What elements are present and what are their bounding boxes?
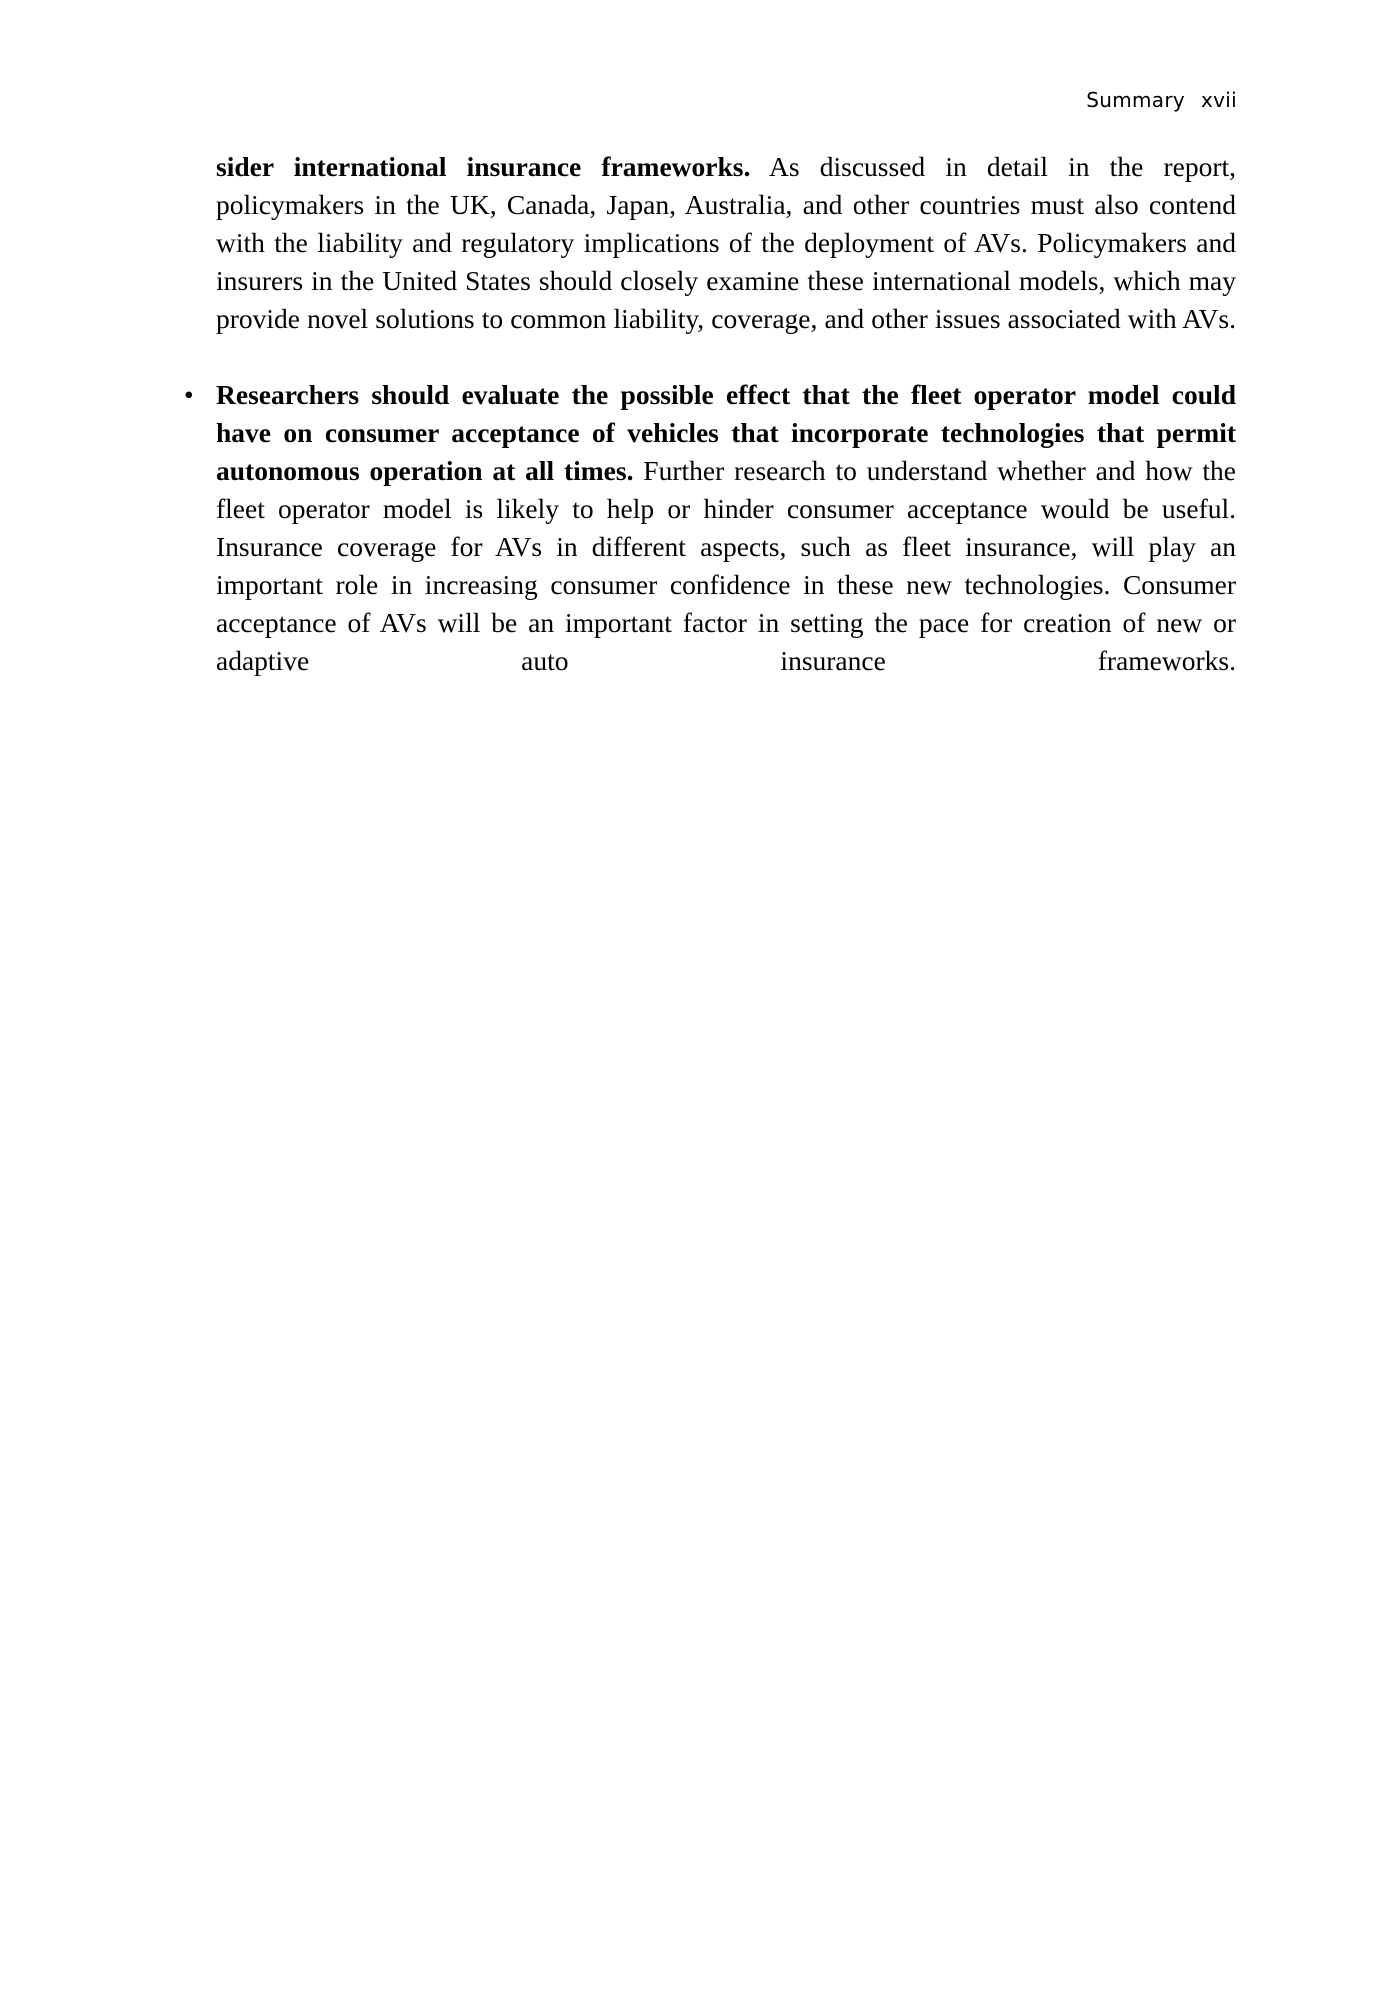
bullet-icon: • xyxy=(184,379,194,410)
paragraph-lead-bold: sider international insurance frameworks. xyxy=(216,151,751,182)
list-item-lead-bold: Researchers should evaluate the possible effect that the fleet operator model could have on consumer acceptance of vehicles that incorporate technologies that permit autonomous operation at all times. xyxy=(216,379,1236,486)
paragraph-continued xyxy=(216,148,1236,376)
paragraph-body: As discussed in detail in the report, policymakers in the UK, Canada, Japan, Australia, and other countries must also contend with the liability and regulatory implications of the deployment of AVs. Policymakers and insurers in the United States should closely examine these international models, which may provide novel solutions to common liability, coverage, and other issues associated with AVs. xyxy=(216,151,1236,334)
list-item xyxy=(184,376,1236,718)
page-number: xvii xyxy=(1201,88,1237,112)
list-item-body: Further research to understand whether and how the fleet operator model is likely to help or hinder consumer acceptance would be useful. Insurance coverage for AVs in different aspects, such as fleet insurance, will play an important role in increasing consumer confidence in these new technologies. Consumer acceptance of AVs will be an important factor in setting the pace for creation of new or adaptive auto insurance frameworks. xyxy=(216,455,1236,676)
running-head-title: Summary xyxy=(1086,88,1185,112)
body-text-block xyxy=(184,148,1236,718)
running-head xyxy=(1086,88,1237,112)
